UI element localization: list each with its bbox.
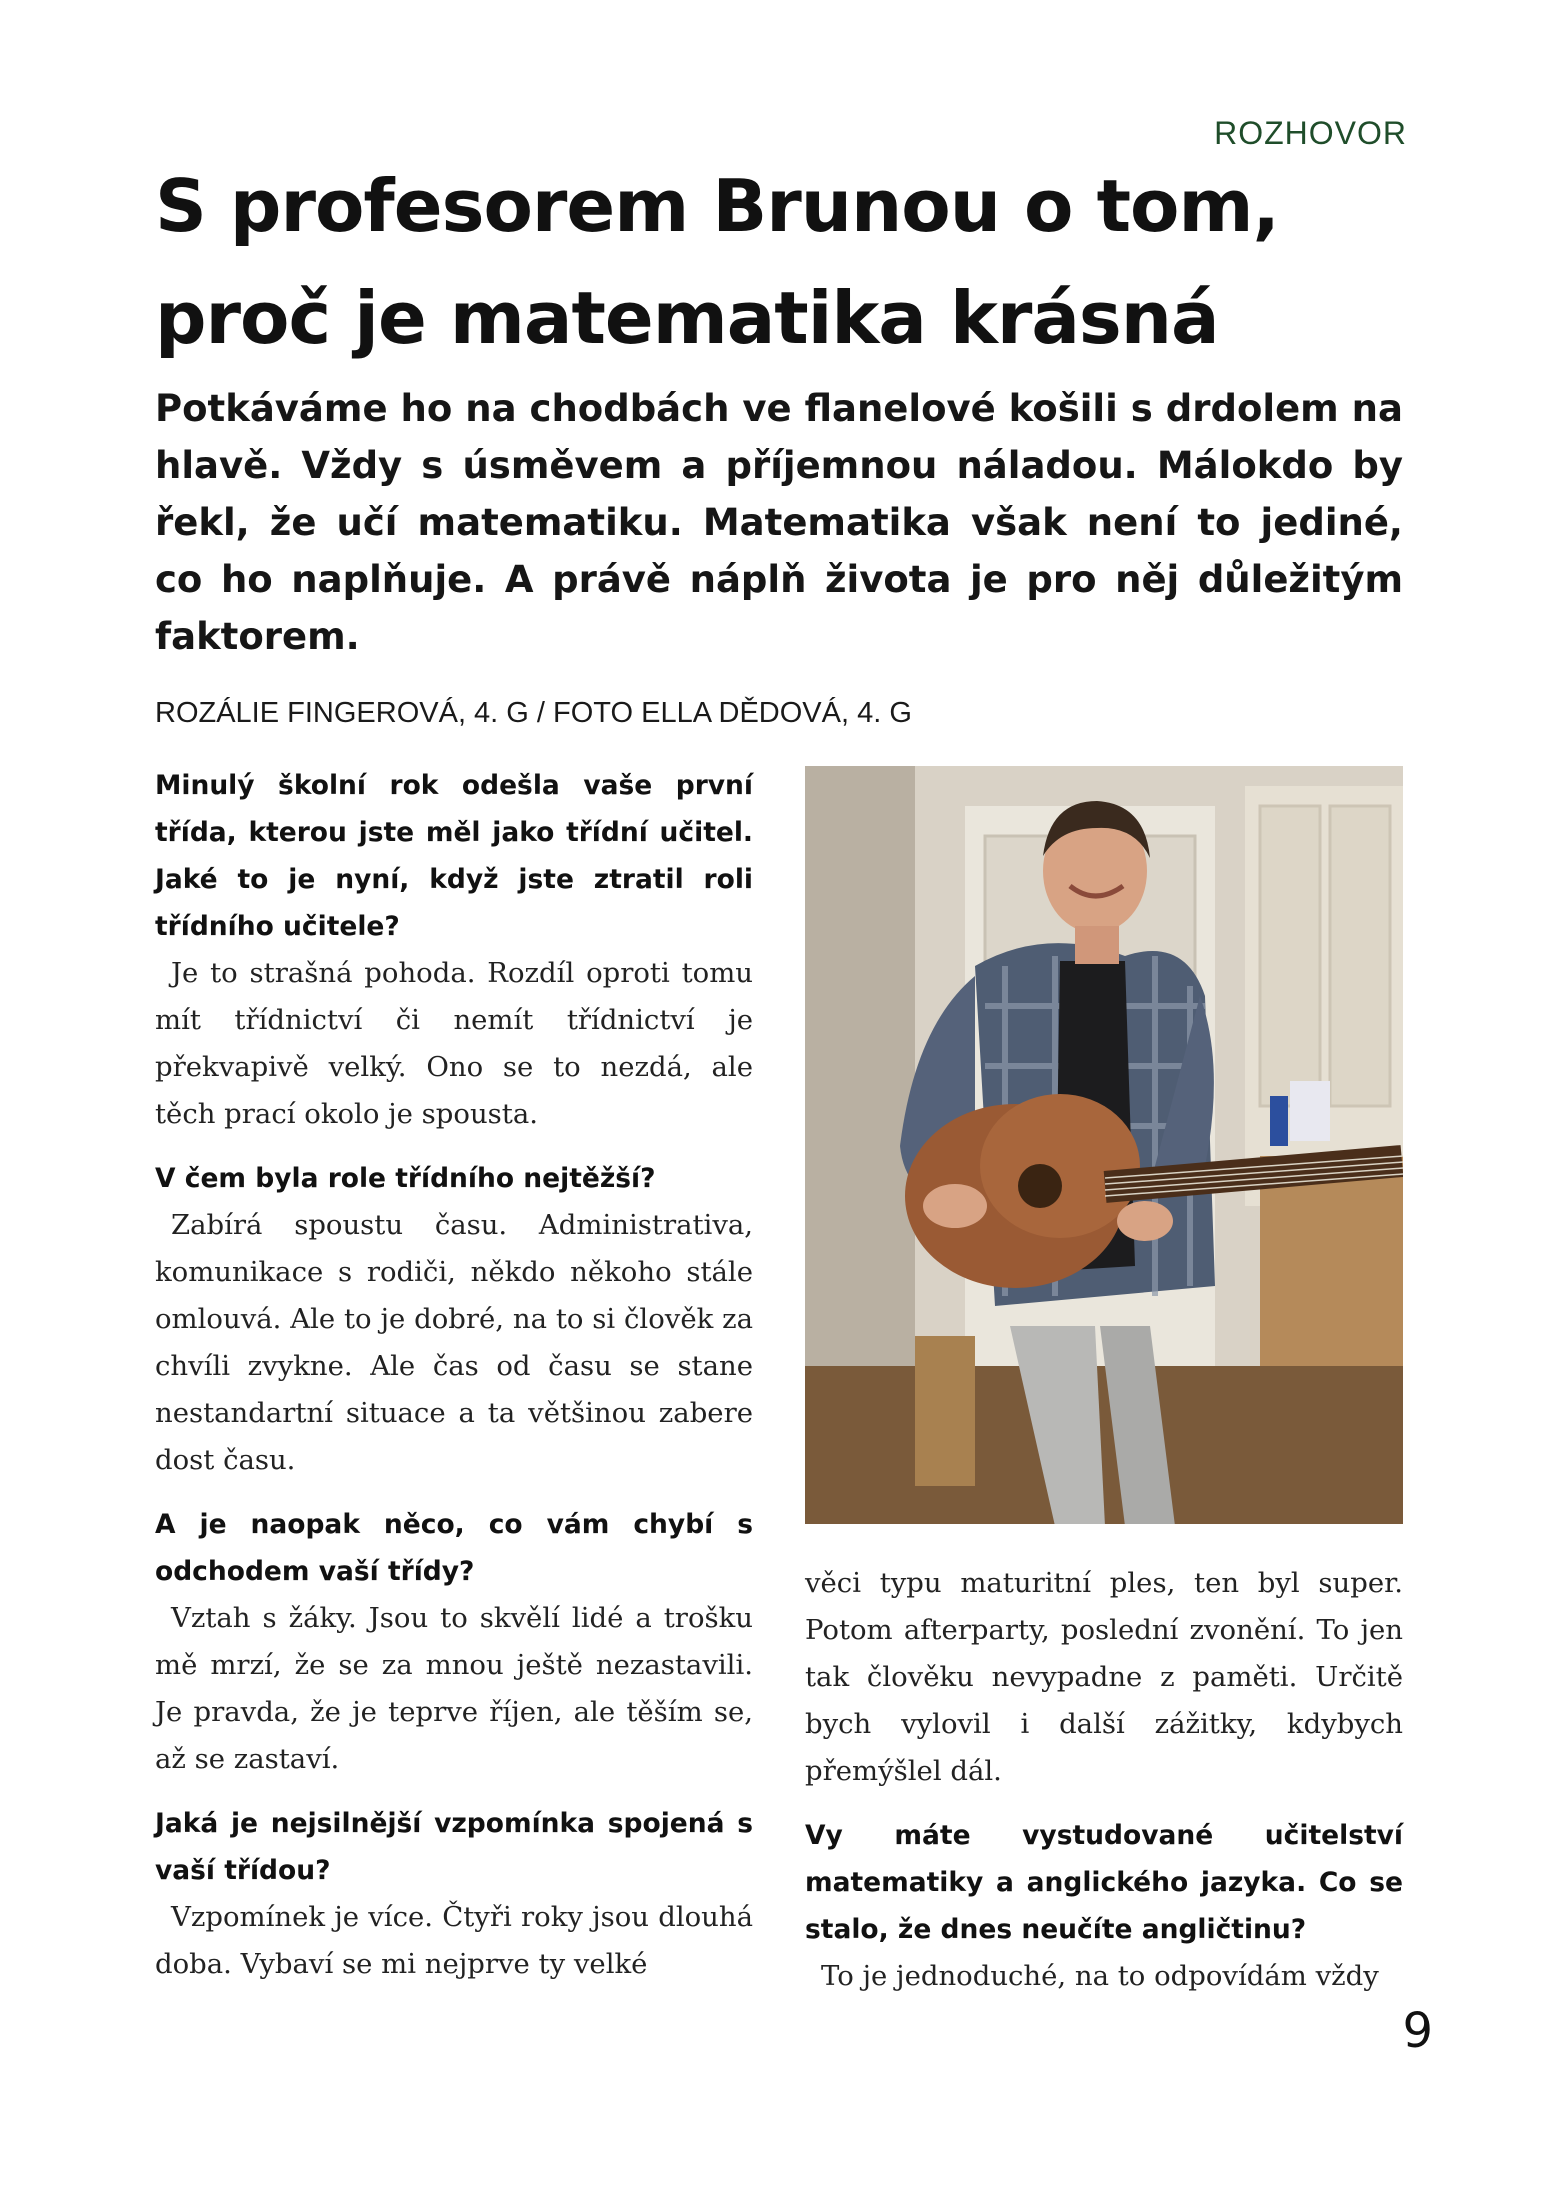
question-1: Minulý školní rok odešla vaše první třída, kterou jste měl jako třídní učitel. Jaké to je nyní, když jste ztratil roli třídního učitele? xyxy=(155,770,753,942)
teacher-photo xyxy=(805,766,1403,1524)
answer-3: Vztah s žáky. Jsou to skvělí lidé a trošku mě mrzí, že se za mnou ještě nezastavili. Je pravda, že je teprve říjen, ale těším se, až se zastaví. xyxy=(155,1602,753,1775)
byline: ROZÁLIE FINGEROVÁ, 4. G / FOTO ELLA DĚDOVÁ, 4. G xyxy=(155,697,912,729)
answer-4-continuation: věci typu maturitní ples, ten byl super. Potom afterparty, poslední zvonění. To jen tak člověku nevypadne z paměti. Určitě bych vylovil i další zážitky, kdybych přemýšlel dál. xyxy=(805,1567,1403,1787)
question-5: Vy máte vystudované učitelství matematiky a anglického jazyka. Co se stalo, že dnes neučíte angličtinu? xyxy=(805,1820,1403,1945)
answer-2: Zabírá spoustu času. Administrativa, komunikace s rodiči, někdo někoho stále omlouvá. Ale to je dobré, na to si člověk za chvíli zvykne. Ale čas od času se stane nestandartní situace a ta většinou zabere dost času. xyxy=(155,1209,753,1476)
answer-4: Vzpomínek je více. Čtyři roky jsou dlouhá doba. Vybaví se mi nejprve ty velké xyxy=(155,1901,753,1980)
article-headline xyxy=(155,150,1405,374)
page-number: 9 xyxy=(1402,2003,1433,2059)
question-4: Jaká je nejsilnější vzpomínka spojená s vaší třídou? xyxy=(155,1808,753,1886)
question-3: A je naopak něco, co vám chybí s odchodem vaší třídy? xyxy=(155,1509,753,1587)
question-2: V čem byla role třídního nejtěžší? xyxy=(155,1163,656,1194)
section-label: ROZHOVOR xyxy=(1214,115,1407,151)
left-column xyxy=(155,762,753,1988)
right-column xyxy=(805,1560,1403,2000)
answer-1: Je to strašná pohoda. Rozdíl oproti tomu mít třídnictví či nemít třídnictví je překvapivě velký. Ono se to nezdá, ale těch prací okolo je spousta. xyxy=(155,957,753,1130)
answer-5: To je jednoduché, na to odpovídám vždy xyxy=(821,1960,1379,1992)
headline-line-2: proč je matematika krásná xyxy=(155,276,1219,360)
headline-line-1: S profesorem Brunou o tom, xyxy=(155,164,1279,248)
article-lead: Potkáváme ho na chodbách ve flanelové košili s drdolem na hlavě. Vždy s úsměvem a příjemnou náladou. Málokdo by řekl, že učí matematiku. Matematika však není to jediné, co ho naplňuje. A právě náplň života je pro něj důležitým faktorem. xyxy=(155,387,1403,658)
